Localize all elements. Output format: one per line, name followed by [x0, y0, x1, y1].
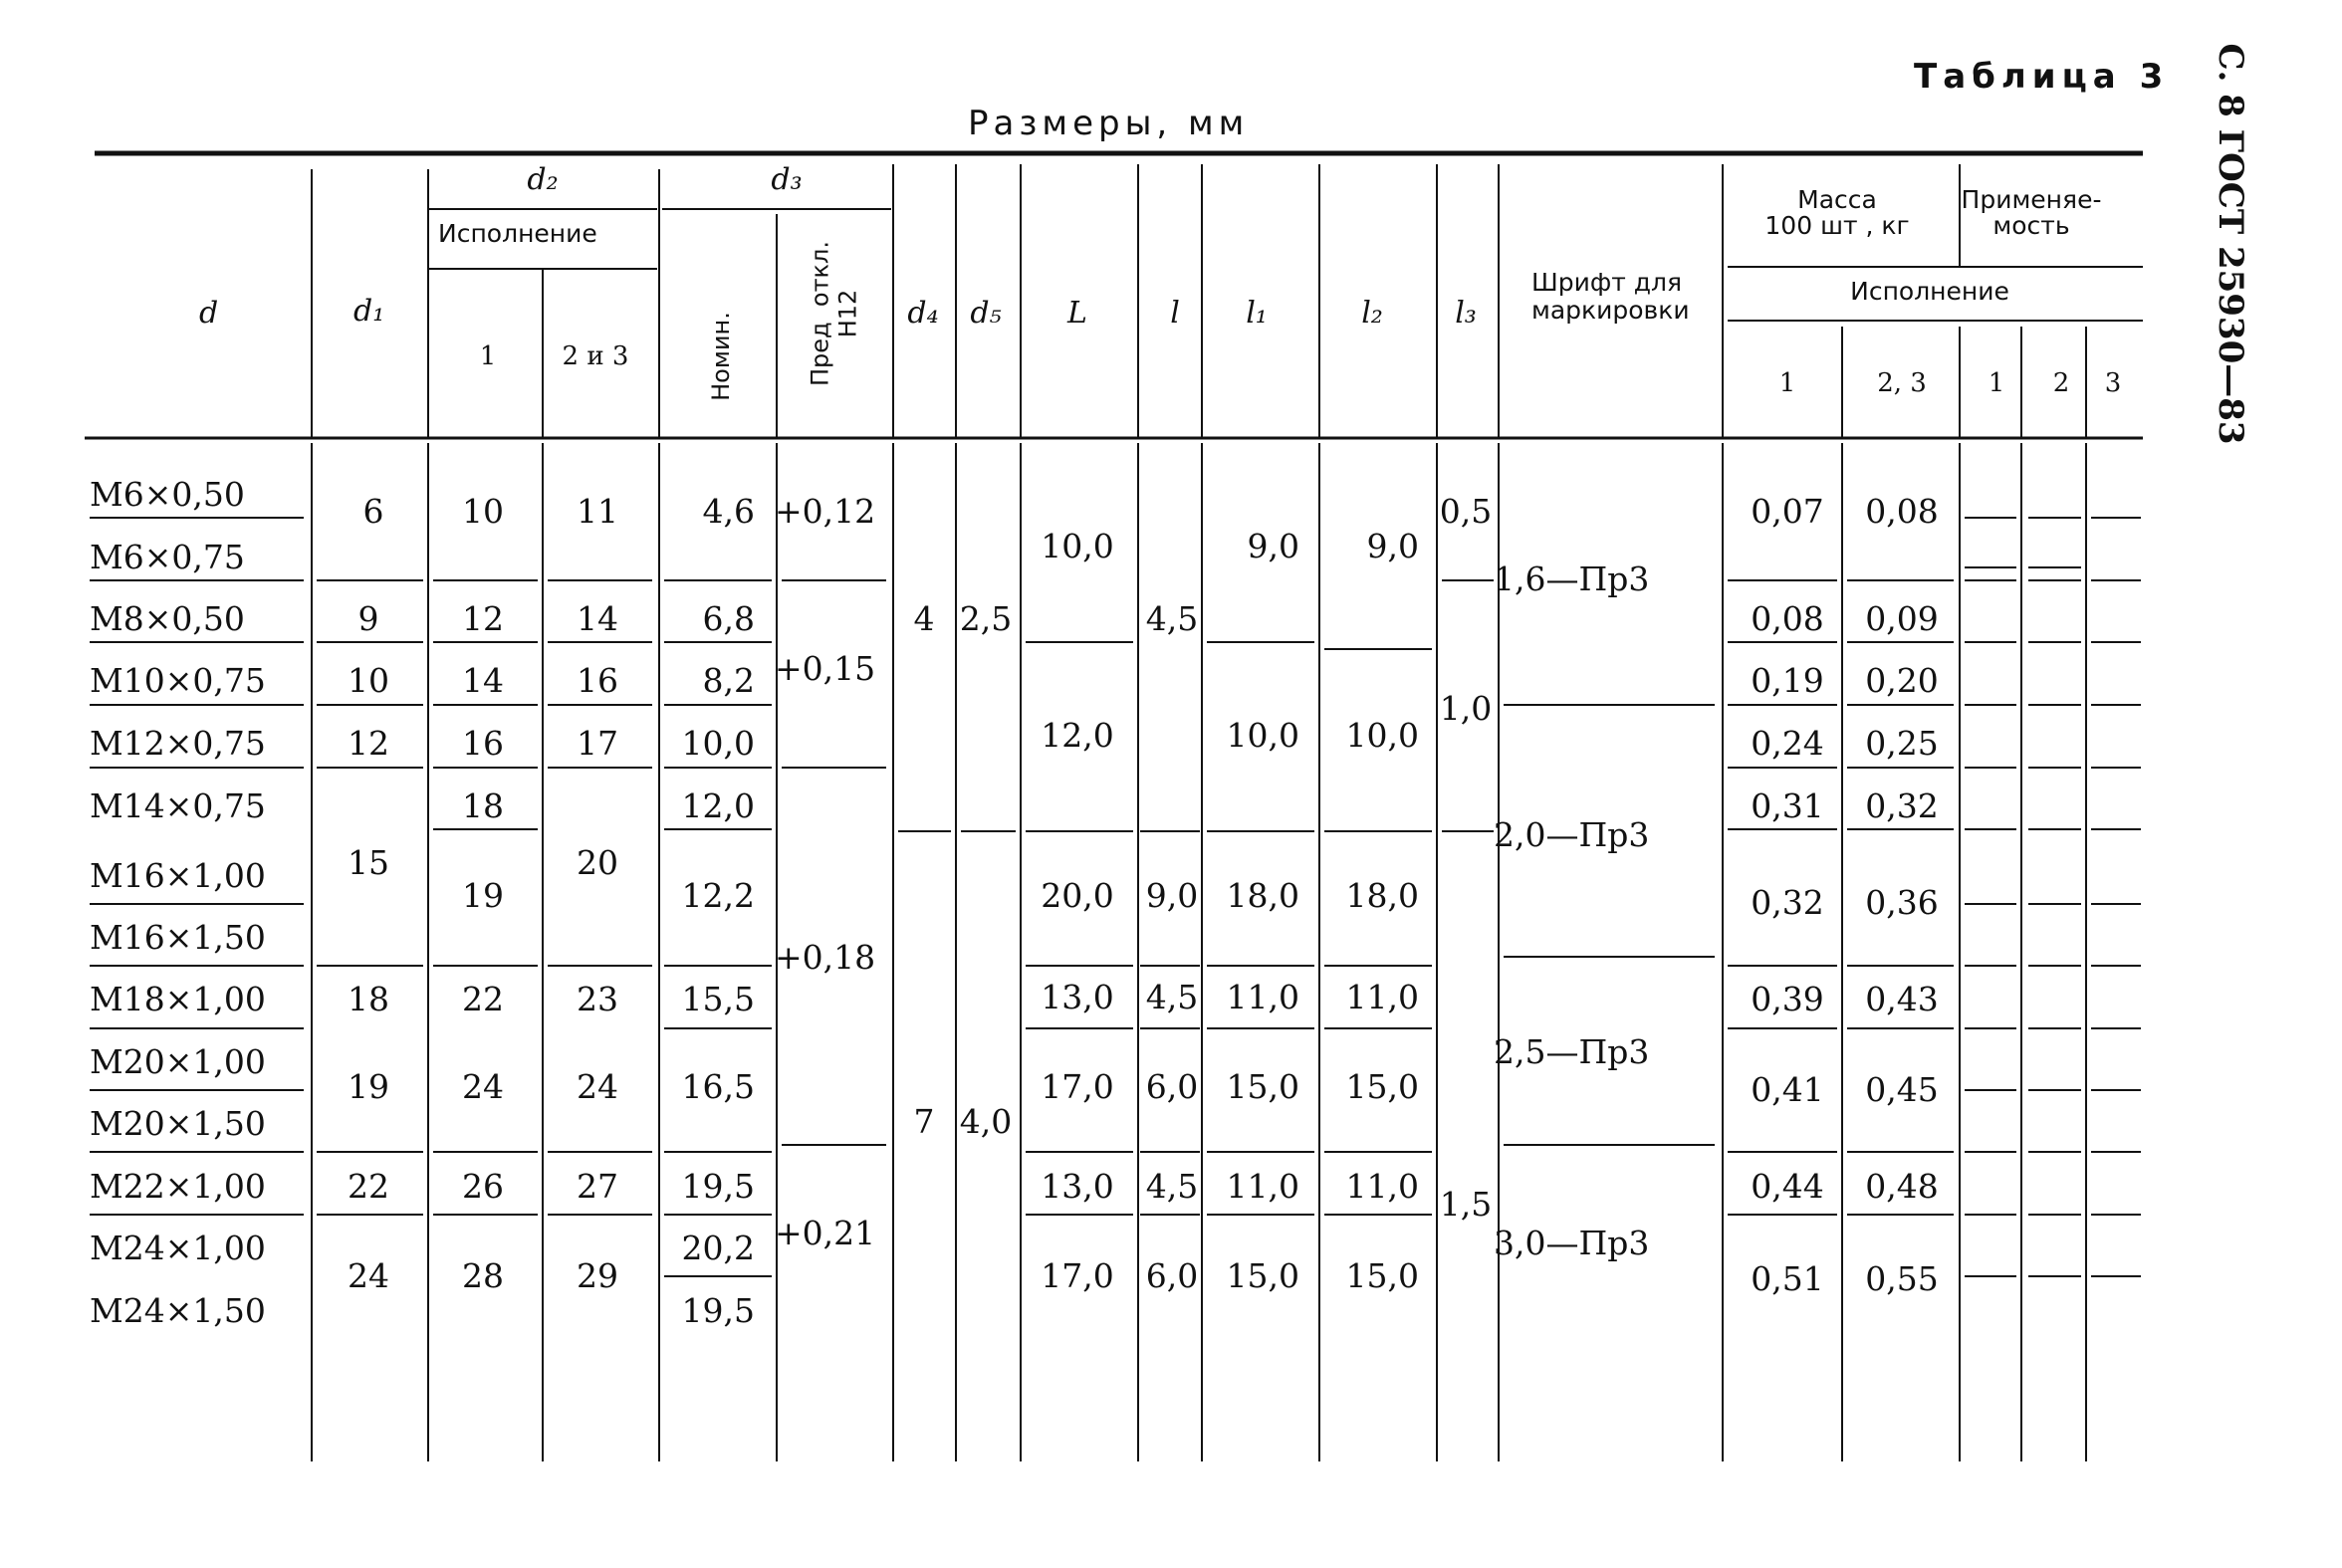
- cell-d3-nomin: 12,0: [681, 786, 755, 825]
- header-exec-1: 1: [479, 341, 497, 371]
- cell-d3-nomin: 20,2: [681, 1229, 755, 1267]
- cell-mass-exec1: 0,51: [1751, 1259, 1824, 1298]
- cell-d2-exec1: 16: [462, 724, 504, 763]
- cell-d: M16×1,50: [90, 918, 266, 957]
- cell-l2: 11,0: [1345, 978, 1419, 1016]
- cell-mass-exec1: 0,31: [1751, 786, 1824, 825]
- cell-d2-exec23: 27: [577, 1167, 618, 1206]
- cell-d3-nomin: 16,5: [681, 1067, 755, 1106]
- header-mass-23: 2, 3: [1877, 368, 1927, 398]
- header-massa: Масса 100 шт , кг: [1764, 185, 1910, 241]
- cell-d: M16×1,00: [90, 856, 266, 895]
- cell-d1: 19: [348, 1067, 389, 1106]
- header-d3: d₃: [771, 162, 803, 197]
- cell-d: M24×1,50: [90, 1291, 266, 1330]
- cell-l1: 11,0: [1226, 978, 1299, 1016]
- header-d1: d₁: [353, 294, 385, 329]
- cell-d3-nomin: 6,8: [702, 599, 755, 638]
- cell-l: 4,5: [1145, 1167, 1199, 1206]
- cell-mass-exec1: 0,24: [1751, 724, 1824, 763]
- cell-d3-nomin: 15,5: [681, 980, 755, 1018]
- cell-l: 4,5: [1145, 978, 1199, 1016]
- cell-mass-exec23: 0,25: [1865, 724, 1939, 763]
- header-primen: Применяе- мость: [1961, 185, 2102, 241]
- cell-l: 6,0: [1145, 1256, 1199, 1295]
- cell-d3-tol: +0,21: [775, 1214, 876, 1252]
- cell-mass-exec23: 0,20: [1865, 661, 1939, 700]
- cell-l1: 9,0: [1247, 527, 1299, 565]
- header-l1: l₁: [1246, 296, 1268, 331]
- cell-d5: 4,0: [959, 1102, 1013, 1141]
- cell-d3-nomin: 4,6: [702, 492, 755, 531]
- cell-l2: 9,0: [1366, 527, 1419, 565]
- cell-l2: 18,0: [1345, 876, 1419, 915]
- cell-d2-exec23: 23: [577, 980, 618, 1018]
- cell-mass-exec23: 0,43: [1865, 980, 1939, 1018]
- cell-d: M8×0,50: [90, 599, 245, 638]
- cell-l1: 15,0: [1226, 1067, 1299, 1106]
- header-d2: d₂: [527, 162, 559, 197]
- cell-d2-exec1: 24: [462, 1067, 504, 1106]
- cell-d3-nomin: 12,2: [681, 876, 755, 915]
- cell-L: 20,0: [1041, 876, 1114, 915]
- cell-d: M6×0,50: [90, 475, 245, 514]
- cell-d: M6×0,75: [90, 538, 245, 576]
- cell-mass-exec1: 0,19: [1751, 661, 1824, 700]
- cell-l2: 15,0: [1345, 1256, 1419, 1295]
- cell-font: 1,6—Пр3: [1494, 560, 1650, 598]
- cell-l1: 18,0: [1226, 876, 1299, 915]
- cell-d3-nomin: 19,5: [681, 1167, 755, 1206]
- cell-d2-exec23: 16: [577, 661, 618, 700]
- cell-mass-exec23: 0,45: [1865, 1070, 1939, 1109]
- cell-d2-exec1: 10: [462, 492, 504, 531]
- cell-d1: 9: [357, 599, 379, 638]
- cell-d2-exec23: 11: [577, 492, 618, 531]
- cell-l1: 10,0: [1226, 716, 1299, 755]
- cell-L: 12,0: [1041, 716, 1114, 755]
- cell-l3: 1,5: [1439, 1185, 1493, 1224]
- header-l2: l₂: [1361, 296, 1383, 331]
- cell-d: M14×0,75: [90, 786, 266, 825]
- table-label: Таблица 3: [1914, 57, 2170, 97]
- cell-L: 13,0: [1041, 1167, 1114, 1206]
- cell-mass-exec23: 0,48: [1865, 1167, 1939, 1206]
- header-exec-2i3: 2 и 3: [562, 341, 629, 371]
- cell-mass-exec1: 0,39: [1751, 980, 1824, 1018]
- cell-l: 9,0: [1145, 876, 1199, 915]
- cell-d: M18×1,00: [90, 980, 266, 1018]
- cell-l: 6,0: [1145, 1067, 1199, 1106]
- cell-mass-exec1: 0,32: [1751, 883, 1824, 922]
- cell-d3-tol: +0,18: [775, 938, 876, 977]
- cell-d: M24×1,00: [90, 1229, 266, 1267]
- cell-l: 4,5: [1145, 599, 1199, 638]
- header-shrift: Шрифт для маркировки: [1531, 268, 1690, 325]
- cell-l2: 15,0: [1345, 1067, 1419, 1106]
- cell-d2-exec1: 26: [462, 1167, 504, 1206]
- header-d: d: [199, 296, 219, 331]
- cell-d2-exec23: 29: [577, 1256, 618, 1295]
- header-d4: d₄: [907, 296, 939, 331]
- header-ispolnenie: Исполнение: [438, 219, 597, 248]
- header-ispolnenie-2: Исполнение: [1850, 277, 2009, 306]
- header-l3: l₃: [1455, 296, 1477, 331]
- header-mass-1: 1: [1778, 368, 1796, 398]
- cell-d5: 2,5: [959, 599, 1013, 638]
- cell-L: 13,0: [1041, 978, 1114, 1016]
- cell-d3-tol: +0,12: [775, 492, 876, 531]
- cell-d4: 7: [913, 1102, 935, 1141]
- cell-d3-nomin: 19,5: [681, 1291, 755, 1330]
- cell-l2: 11,0: [1345, 1167, 1419, 1206]
- cell-d2-exec1: 22: [462, 980, 504, 1018]
- cell-mass-exec1: 0,08: [1751, 599, 1824, 638]
- header-d5: d₅: [970, 296, 1002, 331]
- side-label: С. 8 ГОСТ 25930—83: [2211, 43, 2250, 445]
- cell-mass-exec23: 0,36: [1865, 883, 1939, 922]
- cell-L: 17,0: [1041, 1067, 1114, 1106]
- cell-d: M20×1,50: [90, 1104, 266, 1143]
- cell-L: 10,0: [1041, 527, 1114, 565]
- cell-d1: 12: [348, 724, 389, 763]
- cell-d1: 24: [348, 1256, 389, 1295]
- cell-l1: 15,0: [1226, 1256, 1299, 1295]
- cell-font: 2,5—Пр3: [1494, 1032, 1650, 1071]
- cell-mass-exec23: 0,08: [1865, 492, 1939, 531]
- cell-d2-exec1: 12: [462, 599, 504, 638]
- header-L: L: [1067, 296, 1087, 331]
- cell-l1: 11,0: [1226, 1167, 1299, 1206]
- cell-d2-exec1: 14: [462, 661, 504, 700]
- cell-d1: 10: [348, 661, 389, 700]
- cell-d2-exec23: 14: [577, 599, 618, 638]
- cell-d1: 22: [348, 1167, 389, 1206]
- cell-d: M10×0,75: [90, 661, 266, 700]
- header-prim-1: 1: [1988, 368, 2005, 398]
- table-subtitle: Размеры, мм: [968, 104, 1250, 143]
- cell-d2-exec23: 20: [577, 843, 618, 882]
- cell-l3: 0,5: [1439, 492, 1493, 531]
- header-nomin: Номин.: [707, 312, 736, 401]
- cell-d2-exec1: 19: [462, 876, 504, 915]
- cell-L: 17,0: [1041, 1256, 1114, 1295]
- cell-d3-nomin: 8,2: [702, 661, 755, 700]
- header-pred-otkl: Пред откл. Н12: [806, 240, 861, 387]
- cell-mass-exec23: 0,09: [1865, 599, 1939, 638]
- cell-mass-exec1: 0,07: [1751, 492, 1824, 531]
- cell-d: M20×1,00: [90, 1042, 266, 1081]
- cell-l3: 1,0: [1439, 689, 1493, 728]
- cell-d4: 4: [913, 599, 935, 638]
- cell-mass-exec1: 0,41: [1751, 1070, 1824, 1109]
- cell-d1: 18: [348, 980, 389, 1018]
- cell-d3-nomin: 10,0: [681, 724, 755, 763]
- cell-d: M22×1,00: [90, 1167, 266, 1206]
- header-prim-2: 2: [2052, 368, 2070, 398]
- cell-font: 2,0—Пр3: [1494, 815, 1650, 854]
- cell-d2-exec1: 28: [462, 1256, 504, 1295]
- cell-mass-exec1: 0,44: [1751, 1167, 1824, 1206]
- cell-mass-exec23: 0,32: [1865, 786, 1939, 825]
- cell-d: M12×0,75: [90, 724, 266, 763]
- cell-d1: 15: [348, 843, 389, 882]
- cell-d2-exec23: 24: [577, 1067, 618, 1106]
- cell-d3-tol: +0,15: [775, 649, 876, 688]
- header-l: l: [1170, 296, 1180, 331]
- cell-d2-exec23: 17: [577, 724, 618, 763]
- header-prim-3: 3: [2104, 368, 2122, 398]
- cell-d1: 6: [362, 492, 384, 531]
- cell-l2: 10,0: [1345, 716, 1419, 755]
- cell-font: 3,0—Пр3: [1494, 1224, 1650, 1262]
- cell-mass-exec23: 0,55: [1865, 1259, 1939, 1298]
- cell-d2-exec1: 18: [462, 786, 504, 825]
